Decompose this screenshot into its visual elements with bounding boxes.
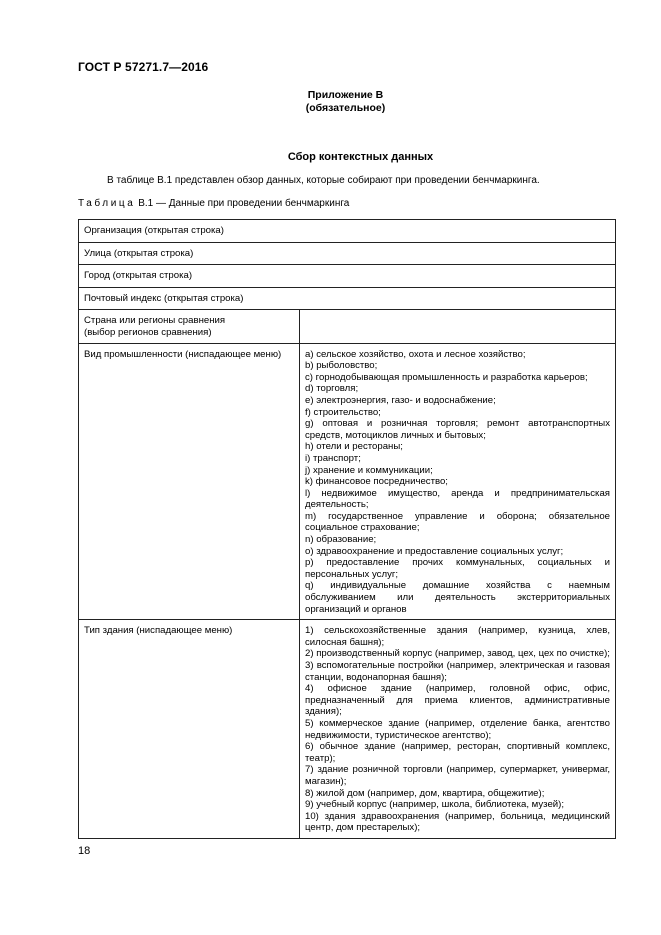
section-title: Сбор контекстных данных xyxy=(287,151,434,163)
list-item: n) образование; xyxy=(305,534,377,546)
list-item: 8) жилой дом (например, дом, квартира, общежитие); xyxy=(305,787,545,799)
list-item: i) транспорт; xyxy=(305,452,361,464)
page-number: 18 xyxy=(78,845,91,857)
list-item: 7) здание розничной торговли (например, супермаркет, универмаг, магазин); xyxy=(305,764,610,787)
list-item: h) отели и рестораны; xyxy=(305,441,403,453)
table-row xyxy=(79,220,616,243)
table-cell-industry-label: Вид промышленности (ниспадающее меню) xyxy=(79,343,300,620)
table-cell-region-value xyxy=(300,310,616,343)
table-row xyxy=(79,265,616,288)
list-item: j) хранение и коммуникации; xyxy=(305,464,433,476)
table-row xyxy=(79,620,616,839)
table-caption xyxy=(78,198,349,209)
table-cell-city: Город (открытая строка) xyxy=(79,265,616,288)
table-caption-text: В.1 — Данные при проведении бенчмаркинга xyxy=(135,198,350,209)
region-label-line2: (выбор регионов сравнения) xyxy=(84,326,212,338)
list-item: e) электроэнергия, газо- и водоснабжение; xyxy=(305,394,496,406)
table-row xyxy=(79,310,616,343)
appendix-heading xyxy=(0,89,661,115)
list-item: 3) вспомогательные постройки (например, электрическая и газовая станции, водонапорная башня); xyxy=(305,660,610,683)
table-cell-postal-code: Почтовый индекс (открытая строка) xyxy=(79,287,616,310)
intro-paragraph: В таблице В.1 представлен обзор данных, которые собирают при проведении бенчмаркинга. xyxy=(107,175,540,186)
list-item: b) рыболовство; xyxy=(305,360,378,372)
table-caption-prefix: Таблица xyxy=(78,198,136,209)
list-item: 6) обычное здание (например, ресторан, спортивный комплекс, театр); xyxy=(305,741,610,764)
list-item: q) индивидуальные домашние хозяйства с наемным обслуживанием или деятельность экстерриториальных организаций и органов xyxy=(305,580,610,615)
table-cell-building-label: Тип здания (ниспадающее меню) xyxy=(79,620,300,839)
list-item: m) государственное управление и оборона; обязательное социальное страхование; xyxy=(305,510,610,534)
list-item: 5) коммерческое здание (например, отделение банка, агентство недвижимости, туристическое агентство); xyxy=(305,717,610,741)
list-item: 4) офисное здание (например, головной офис, офис, предназначенный для приема клиентов, административные здания); xyxy=(305,683,610,718)
list-item: c) горнодобывающая промышленность и разработка карьеров; xyxy=(305,371,588,383)
list-item: a) сельское хозяйство, охота и лесное хозяйство; xyxy=(305,348,526,360)
list-item: l) недвижимое имущество, аренда и предпринимательская деятельность; xyxy=(305,487,610,511)
list-item: 2) производственный корпус (например, завод, цех, цех по очистке); xyxy=(305,648,610,660)
table-cell-region-label xyxy=(79,310,300,343)
list-item: 1) сельскохозяйственные здания (например, кузница, хлев, силосная башня); xyxy=(305,625,610,648)
table-cell-organization: Организация (открытая строка) xyxy=(79,220,616,243)
list-item: f) строительство; xyxy=(305,406,381,418)
benchmarking-data-table xyxy=(78,219,616,839)
list-item: d) торговля; xyxy=(305,383,359,395)
list-item: 10) здания здравоохранения (например, больница, медицинский центр, дом престарелых); xyxy=(305,810,610,834)
table-row xyxy=(79,242,616,265)
table-cell-building-list xyxy=(300,620,616,839)
table-row xyxy=(79,343,616,620)
appendix-status: (обязательное) xyxy=(305,102,386,114)
list-item: g) оптовая и розничная торговля; ремонт автотранспортных средств, мотоциклов личных и бытовых; xyxy=(305,418,610,441)
list-item: 9) учебный корпус (например, школа, библиотека, музей); xyxy=(305,799,565,811)
list-item: p) предоставление прочих коммунальных, социальных и персональных услуг; xyxy=(305,557,610,580)
list-item: k) финансовое посредничество; xyxy=(305,476,448,488)
document-code: ГОСТ Р 57271.7—2016 xyxy=(78,60,209,74)
table-cell-street: Улица (открытая строка) xyxy=(79,242,616,265)
region-label-line1: Страна или регионы сравнения xyxy=(84,315,226,327)
list-item: o) здравоохранение и предоставление социальных услуг; xyxy=(305,545,564,557)
table-cell-industry-list xyxy=(300,343,616,620)
table-row xyxy=(79,287,616,310)
appendix-title: Приложение В xyxy=(307,89,384,101)
